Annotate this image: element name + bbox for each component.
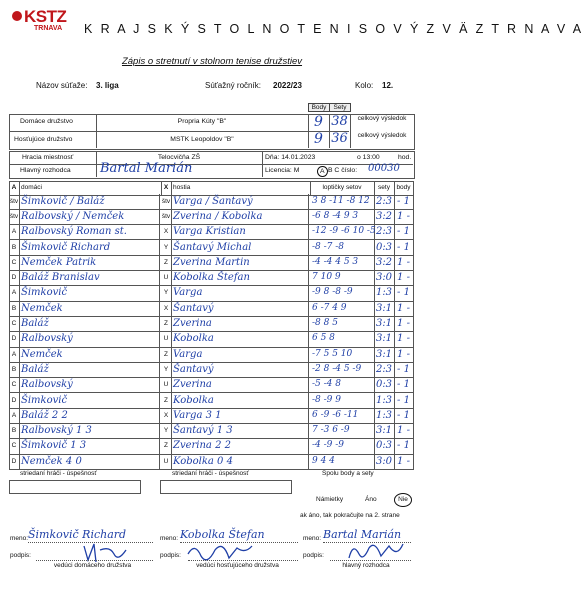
set-scores: 6 -9 -6 -11 <box>310 408 375 423</box>
season-label: Súťažný ročník: <box>205 81 261 90</box>
away-position: štv <box>161 209 172 224</box>
match-points: - 1 <box>397 379 410 391</box>
away-position: U <box>161 454 172 469</box>
set-scores: -8 8 5 <box>310 316 375 331</box>
away-player: Kobolka Štefan <box>171 270 309 285</box>
set-scores: -9 8 -8 -9 <box>310 285 375 300</box>
home-player: Ralbovský Roman st. <box>19 224 160 239</box>
competition-value: 3. liga <box>96 81 119 90</box>
away-player: Varga Kristian <box>171 224 309 239</box>
away-body: 9 <box>314 131 323 147</box>
home-player: Šimkovič 1 3 <box>19 438 160 453</box>
match-row <box>9 240 413 256</box>
match-sets: 3:1 <box>374 423 395 438</box>
venue-value: Telocvičňa ZŠ <box>157 154 201 161</box>
home-team-name: Propria Kúty "B" <box>177 118 227 125</box>
home-player: Šimkovič Richard <box>19 240 160 255</box>
match-points: - 1 <box>397 226 410 238</box>
away-position: Y <box>161 285 172 300</box>
match-position: C <box>9 438 20 453</box>
away-player: Zverina <box>171 316 309 331</box>
home-player: Nemček 4 0 <box>19 454 160 469</box>
away-player: Zverina <box>171 377 309 392</box>
license-label: Licencia: M <box>265 167 300 174</box>
match-position: B <box>9 362 20 377</box>
match-points: 1 - <box>397 272 410 284</box>
home-player: Nemček <box>19 347 160 362</box>
set-scores: -8 -9 9 <box>310 393 375 408</box>
match-row <box>9 408 413 424</box>
objections-yes[interactable]: Áno <box>365 496 377 503</box>
away-subs-box <box>160 480 292 494</box>
match-sets: 3:2 <box>374 255 395 270</box>
match-sets: 3:1 <box>374 331 395 346</box>
away-position: štv <box>161 194 172 209</box>
away-player: Zverina Martin <box>171 255 309 270</box>
home-player: Ralbovský / Nemček <box>19 209 160 224</box>
away-subs-label: striedaní hráči - úspešnosť <box>172 470 249 477</box>
away-player: Kobolka 0 4 <box>171 454 309 469</box>
away-player: Šantavý <box>171 362 309 377</box>
logo-main: KSTZ <box>24 7 67 26</box>
home-player: Šimkovič <box>19 285 160 300</box>
form-subtitle: Zápis o stretnutí v stolnom tenise družstiev <box>121 56 303 67</box>
away-player: Šantavý 1 3 <box>171 423 309 438</box>
match-row <box>9 224 413 240</box>
set-scores: 9 4 4 <box>310 454 375 469</box>
away-position: Z <box>161 255 172 270</box>
away-player: Zverina 2 2 <box>171 438 309 453</box>
away-player: Varga <box>171 285 309 300</box>
match-row <box>9 270 413 286</box>
match-sets: 3:0 <box>374 270 395 285</box>
match-position: C <box>9 377 20 392</box>
home-leader-name-label: meno: <box>10 535 29 542</box>
match-position: A <box>9 285 20 300</box>
away-team-label: Hosťujúce družstvo <box>14 136 73 143</box>
license-rest: B C číslo: <box>328 167 358 174</box>
match-points: 1 - <box>397 256 410 268</box>
match-row <box>9 377 413 393</box>
home-player: Nemček Patrik <box>19 255 160 270</box>
away-overall-result-label: celkový výsledok <box>357 132 407 139</box>
match-row <box>9 301 413 317</box>
match-row <box>9 423 413 439</box>
home-leader-name: Šimkovič Richard <box>28 528 127 541</box>
match-position: C <box>9 255 20 270</box>
match-sets: 3:1 <box>374 316 395 331</box>
match-points: 1 - <box>397 425 410 437</box>
match-position: C <box>9 316 20 331</box>
away-position: U <box>161 270 172 285</box>
set-scores: -7 5 5 10 <box>310 347 375 362</box>
match-points: 1 - <box>397 302 410 314</box>
match-time: o 13:00 <box>357 154 380 161</box>
away-position: X <box>161 301 172 316</box>
set-scores: -6 8 -4 9 3 <box>310 209 375 224</box>
body-header: Body <box>308 103 330 112</box>
competition-label: Názov súťaže: <box>36 81 88 90</box>
home-player: Baláž <box>19 362 160 377</box>
match-position: D <box>9 454 20 469</box>
match-points: - 1 <box>397 241 410 253</box>
away-sety: 36 <box>331 131 348 146</box>
away-position: X <box>161 224 172 239</box>
match-sets: 3:0 <box>374 454 395 469</box>
match-row <box>9 255 413 271</box>
home-team-label: Domáce družstvo <box>20 118 73 125</box>
license-number: 00030 <box>368 163 400 174</box>
match-position: D <box>9 270 20 285</box>
set-scores: -5 -4 8 <box>310 377 375 392</box>
match-sets: 0:3 <box>374 377 395 392</box>
away-signature-label: podpis: <box>160 552 181 559</box>
match-points: 1 - <box>397 348 410 360</box>
association-title: K R A J S K Ý S T O L N O T E N I S O V Ý Z V Ä Z T R N A V A <box>84 22 584 36</box>
ping-pong-ball-icon <box>12 11 22 21</box>
referee-name-label: meno: <box>303 535 322 542</box>
match-sets: 3:1 <box>374 301 395 316</box>
away-position: Y <box>161 423 172 438</box>
away-player: Šantavý Michal <box>171 240 309 255</box>
hour-label: hod. <box>398 154 412 161</box>
match-row <box>9 209 413 225</box>
home-player: Šimkovič / Baláž <box>19 194 160 209</box>
match-sets: 0:3 <box>374 438 395 453</box>
match-points: 1 - <box>397 210 410 222</box>
referee-signature-label: podpis: <box>303 552 324 559</box>
sety-header: Sety <box>329 103 351 112</box>
total-label: Spolu body a sety <box>322 470 374 477</box>
match-row <box>9 454 413 470</box>
venue-label: Hracia miestnosť <box>22 154 74 161</box>
away-leader-name: Kobolka Štefan <box>180 528 265 541</box>
home-player: Ralbovský <box>19 377 160 392</box>
set-scores: 7 10 9 <box>310 270 375 285</box>
away-player: Kobolka <box>171 393 309 408</box>
match-row <box>9 347 413 363</box>
set-scores: -12 -9 -6 10 -5 <box>310 224 375 239</box>
kstz-logo <box>12 8 78 42</box>
match-points: - 1 <box>397 287 410 299</box>
match-position: A <box>9 347 20 362</box>
home-subs-box <box>9 480 141 494</box>
home-subs-label: striedaní hráči - úspešnosť <box>20 470 97 477</box>
match-sets: 2:3 <box>374 224 395 239</box>
home-leader-role: vedúci domáceho družstva <box>53 562 132 569</box>
match-sets: 0:3 <box>374 240 395 255</box>
objections-label: Námietky <box>316 496 344 503</box>
match-points: 1 - <box>397 455 410 467</box>
match-points: - 1 <box>397 440 410 452</box>
set-scores: 6 -7 4 9 <box>310 301 375 316</box>
set-scores: -4 -4 4 5 3 <box>310 255 375 270</box>
away-team-name: MSTK Leopoldov "B" <box>170 136 234 143</box>
away-position: U <box>161 377 172 392</box>
away-position: Z <box>161 393 172 408</box>
match-date: Dňa: 14.01.2023 <box>265 154 316 161</box>
referee-name: Bartal Marián <box>323 528 402 541</box>
home-player: Baláž Branislav <box>19 270 160 285</box>
match-sets: 3:1 <box>374 347 395 362</box>
match-row <box>9 285 413 301</box>
home-player: Ralbovský <box>19 331 160 346</box>
match-row <box>9 362 413 378</box>
home-player: Baláž <box>19 316 160 331</box>
away-position: U <box>161 331 172 346</box>
away-player: Zverina / Kobolka <box>171 209 309 224</box>
referee-label: Hlavný rozhodca <box>20 167 71 174</box>
match-table-header: A domáci X hostia loptičky setov sety body <box>9 181 413 196</box>
away-player: Varga 3 1 <box>171 408 309 423</box>
away-player: Varga <box>171 347 309 362</box>
away-position: Y <box>161 240 172 255</box>
away-player: Varga / Šantavý <box>171 194 309 209</box>
match-points: 1 - <box>397 333 410 345</box>
home-signature-label: podpis: <box>10 552 31 559</box>
home-body: 9 <box>314 114 323 130</box>
away-position: Y <box>161 362 172 377</box>
away-position: Z <box>161 316 172 331</box>
round-label: Kolo: <box>355 81 374 90</box>
home-overall-result-label: celkový výsledok <box>357 115 407 122</box>
match-position: B <box>9 423 20 438</box>
match-position: štv <box>9 209 20 224</box>
home-player: Nemček <box>19 301 160 316</box>
match-position: B <box>9 301 20 316</box>
referee-value: Bartal Marián <box>100 161 193 176</box>
match-row <box>9 331 413 347</box>
home-player: Baláž 2 2 <box>19 408 160 423</box>
away-leader-name-label: meno: <box>160 535 179 542</box>
match-sets: 2:3 <box>374 194 395 209</box>
home-player: Ralbovský 1 3 <box>19 423 160 438</box>
away-player: Kobolka <box>171 331 309 346</box>
match-row <box>9 393 413 409</box>
match-position: B <box>9 240 20 255</box>
season-value: 2022/23 <box>273 81 302 90</box>
match-points: 1 - <box>397 318 410 329</box>
match-sets: 1:3 <box>374 285 395 300</box>
match-sets: 2:3 <box>374 362 395 377</box>
match-position: A <box>9 224 20 239</box>
match-position: D <box>9 331 20 346</box>
away-player: Šantavý <box>171 301 309 316</box>
match-points: - 1 <box>397 363 410 375</box>
match-sets: 1:3 <box>374 393 395 408</box>
set-scores: -2 8 -4 5 -9 <box>310 362 375 377</box>
set-scores: 6 5 8 <box>310 331 375 346</box>
set-scores: -8 -7 -8 <box>310 240 375 255</box>
match-position: štv <box>9 194 20 209</box>
continue-note: ak áno, tak pokračujte na 2. strane <box>300 512 400 519</box>
set-scores: -4 -9 -9 <box>310 438 375 453</box>
match-position: A <box>9 408 20 423</box>
match-points: - 1 <box>397 195 410 207</box>
set-scores: 3 8 -11 -8 12 <box>310 194 375 209</box>
referee-role: hlavný rozhodca <box>342 562 390 569</box>
match-row <box>9 316 413 332</box>
away-position: Z <box>161 438 172 453</box>
home-player: Šimkovič <box>19 393 160 408</box>
match-sets: 3:2 <box>374 209 395 224</box>
license-class-circled: A <box>317 166 328 177</box>
match-sets: 1:3 <box>374 408 395 423</box>
away-position: Z <box>161 347 172 362</box>
away-leader-role: vedúci hosťujúceho družstva <box>196 562 279 569</box>
home-sety: 38 <box>331 114 348 129</box>
set-scores: 7 -3 6 -9 <box>310 423 375 438</box>
match-row <box>9 194 413 210</box>
logo-sub: TRNAVA <box>34 25 63 32</box>
match-position: D <box>9 393 20 408</box>
match-row <box>9 438 413 454</box>
objections-no-circled[interactable]: Nie <box>394 493 412 507</box>
round-value: 12. <box>382 81 394 90</box>
away-position: X <box>161 408 172 423</box>
match-points: - 1 <box>397 409 410 421</box>
match-points: - 1 <box>397 394 410 406</box>
